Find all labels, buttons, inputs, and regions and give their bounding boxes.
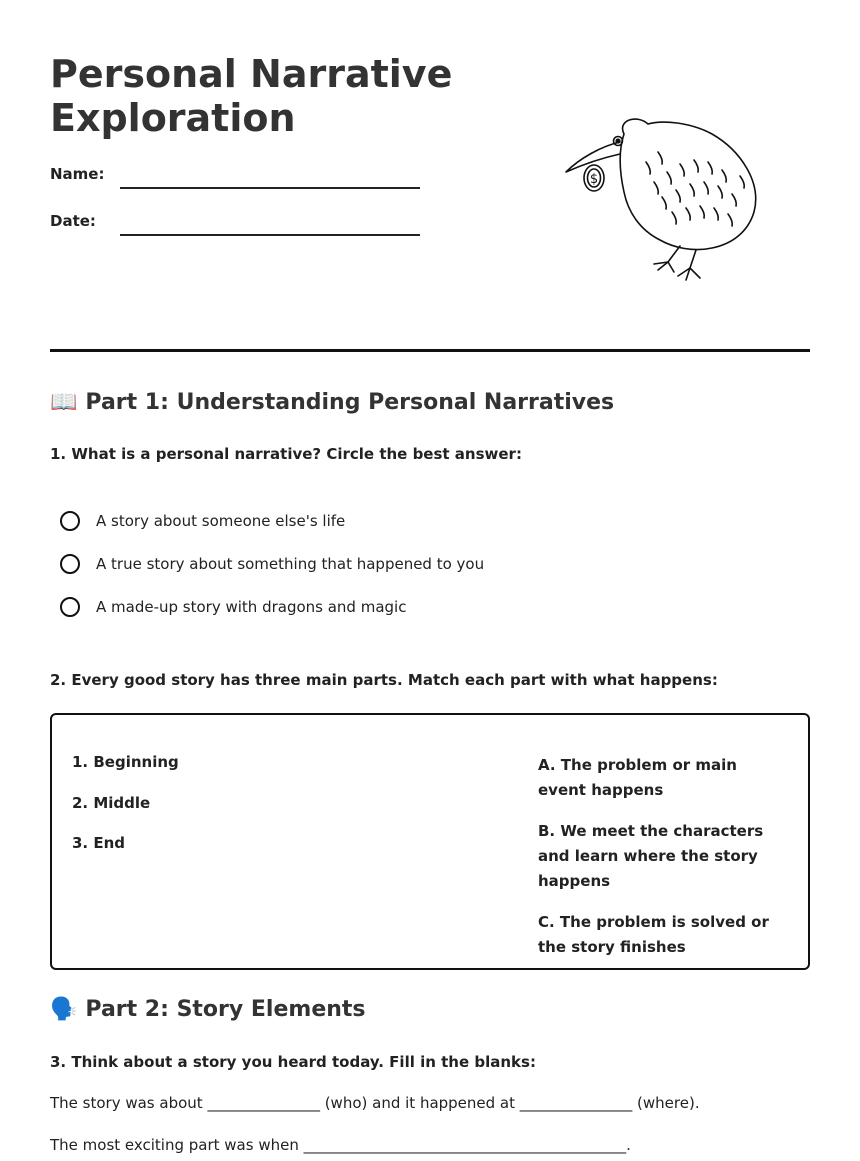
part2-heading xyxy=(50,997,366,1022)
q1-option-1-label: A story about someone else's life xyxy=(96,512,346,530)
date-field[interactable] xyxy=(120,234,420,236)
part2-title: Part 2: Story Elements xyxy=(85,997,366,1022)
name-field[interactable] xyxy=(120,187,420,189)
part1-title: Part 1: Understanding Personal Narratives xyxy=(85,390,615,415)
name-label: Name: xyxy=(50,165,105,183)
description-a: A. The problem or main event happens xyxy=(538,756,737,799)
matching-box xyxy=(50,713,810,970)
description-b: B. We meet the characters and learn where the story happens xyxy=(538,822,764,890)
speaking-head-icon: 🗣️ xyxy=(50,997,78,1022)
title-line-1: Personal Narrative xyxy=(50,52,453,96)
title-line-2: Exploration xyxy=(50,96,296,140)
svg-text:$: $ xyxy=(589,172,599,187)
q1-option-3[interactable] xyxy=(60,597,406,617)
story-descriptions-list xyxy=(538,753,788,976)
story-part-beginning: 1. Beginning xyxy=(72,753,179,771)
question-2: 2. Every good story has three main parts. Match each part with what happens: xyxy=(50,671,718,689)
radio-circle[interactable] xyxy=(60,511,80,531)
description-c: C. The problem is solved or the story finishes xyxy=(538,913,769,956)
q1-option-3-label: A made-up story with dragons and magic xyxy=(96,598,407,616)
kiwi-bird-icon xyxy=(562,112,762,287)
page-title xyxy=(50,52,470,140)
book-icon: 📖 xyxy=(50,390,78,415)
q1-option-2-label: A true story about something that happened to you xyxy=(96,555,485,573)
radio-circle[interactable] xyxy=(60,554,80,574)
radio-circle[interactable] xyxy=(60,597,80,617)
q1-option-1[interactable] xyxy=(60,511,345,531)
fill-blank-line-2[interactable]: The most exciting part was when ___________________________________________. xyxy=(50,1136,631,1154)
section-divider xyxy=(50,349,810,352)
story-part-end: 3. End xyxy=(72,834,126,852)
story-part-middle: 2. Middle xyxy=(72,793,151,812)
fill-blank-line-1[interactable]: The story was about _______________ (who) and it happened at _______________ (where). xyxy=(50,1094,700,1112)
part1-heading xyxy=(50,390,614,415)
q1-option-2[interactable] xyxy=(60,554,484,574)
date-label: Date: xyxy=(50,212,96,230)
question-1: 1. What is a personal narrative? Circle the best answer: xyxy=(50,445,522,463)
story-parts-list xyxy=(72,753,179,875)
question-3: 3. Think about a story you heard today. Fill in the blanks: xyxy=(50,1053,536,1071)
